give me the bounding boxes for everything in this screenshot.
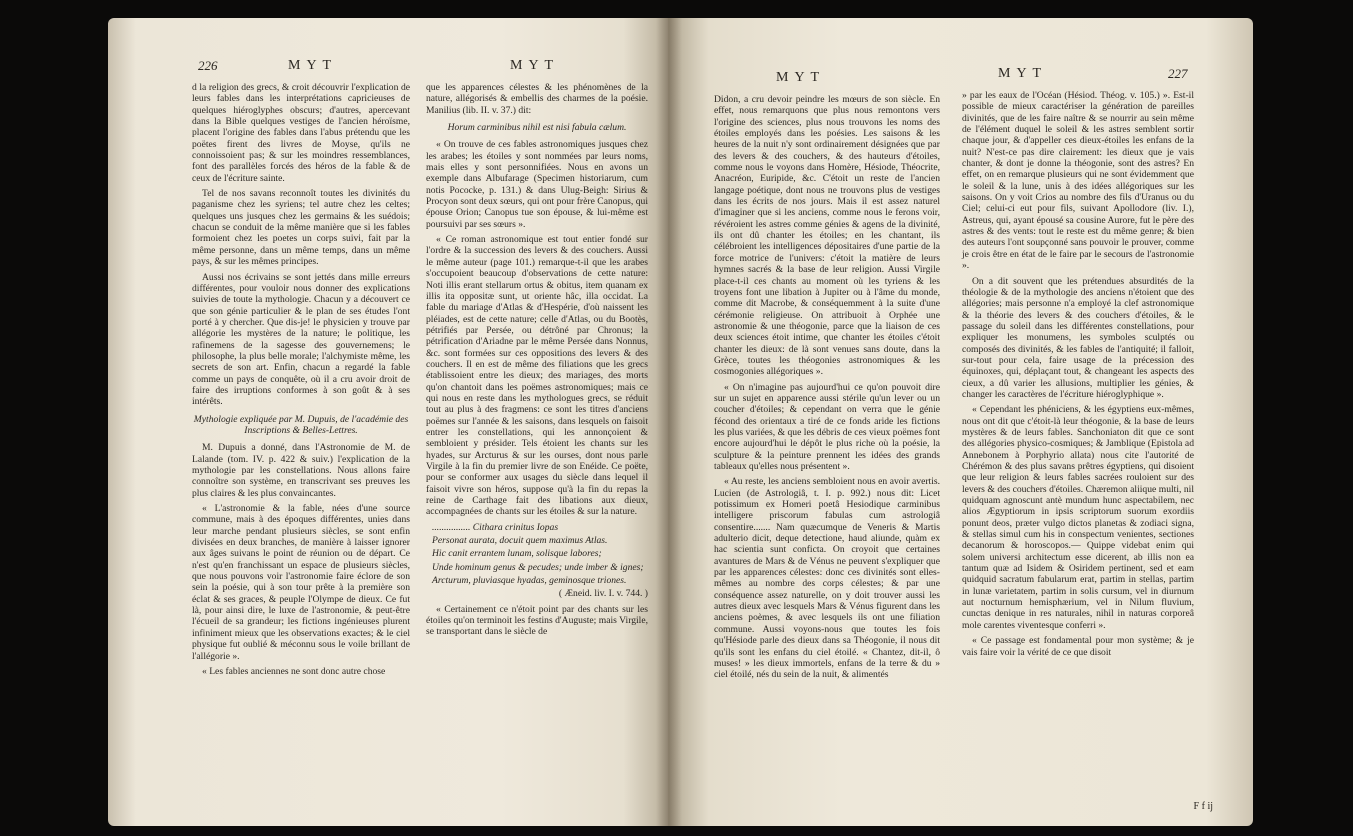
right-folio: 227 [1168, 66, 1188, 81]
section-heading: Mythologie expliquée par M. Dupuis, de l'académie des Inscriptions & Belles-Lettres. [193, 413, 409, 436]
verse-line: Arcturum, pluviasque hyadas, geminosque triones. [432, 575, 627, 587]
paragraph: On a dit souvent que les prétendues absurdités de la théologie & de la mythologie des anciens n'étoient que des allégories; mais personne n'a employé la clef astronomique & la théorie des levers & des couchers d'étoiles, & le passage du soleil dans les différentes constellations, pour expliquer les monumens, les symboles sculptés ou composés des divinités, & les fables de l'antiquité; il falloit, sur-tout pour cela, faire usage de la précession des équinoxes, qui, déplaçant tout, & changeant les aspects des cieux, a dû varier les allusions, multiplier les génies, & changer les caractères de l'écriture hiéroglyphique ». [962, 275, 1194, 400]
left-folio: 226 [198, 58, 218, 73]
paragraph: M. Dupuis a donné, dans l'Astronomie de M. de Lalande (tom. IV. p. 422 & suiv.) l'explication de la mythologie par les constellations. Nous allons faire connoître son système, en transcrivant ses preuves les plus claires & les plus convaincantes. [192, 442, 410, 499]
left-page [108, 18, 668, 826]
right-column-2 [962, 90, 1194, 662]
right-running-head-col2: MYT [998, 66, 1048, 81]
paragraph: « Certainement ce n'étoit point par des chants sur les étoiles qu'on terminoit les festins d'Auguste; mais Virgile, se transportant dans le siècle de [426, 603, 648, 638]
left-column-2 [426, 82, 648, 642]
verse-line: Personat aurata, docuit quem maximus Atlas. [432, 535, 608, 547]
latin-quote: Horum carminibus nihil est nisi fabula cælum. [447, 122, 627, 134]
paragraph: Tel de nos savans reconnoît toutes les divinités du paganisme chez les syriens; tel autre chez les celtes; quelques uns jusques chez les germains & les suédois; chacun se conduit de la même manière que si les fables formoient chez les poetes un corps suivi, fait par la même personne, dans un même temps, dans un même pays, & sur les mêmes principes. [192, 188, 410, 268]
paragraph: » par les eaux de l'Océan (Hésiod. Théog. v. 105.) ». Est-il possible de mieux caractériser la génération de pareilles divinités, que de les faire naître & se nourrir au sein même de l'élément duquel le soleil & les astres semblent sortir chaque jour, & d'appeller ces dieux-étoiles les enfans de la nuit? N'est-ce pas dire clairement: les dieux que je vais chanter, & dont je donne la théogonie, sont des astres? En effet, on en remarque plusieurs qui ne sont évidemment que le soleil & la lune, unis à des idées allégoriques sur les saisons. On y voit Crios au nombre des fils d'Uranus ou du Ciel; celui-ci eut pour fils, suivant Apollodore (liv. I.), Astreus, qui, ayant épousé sa cousine Aurore, fut le père des astres & des vents: tout le reste est du même genre; & bien des auteurs l'ont soupçonné sans pouvoir le prouver, comme je crois être en état de le faire par le secours de l'astronomie ». [962, 90, 1194, 272]
signature-mark: F f ij [1193, 801, 1213, 812]
paragraph: « Les fables anciennes ne sont donc autre chose [202, 665, 386, 677]
paragraph: Didon, a cru devoir peindre les mœurs de son siècle. En effet, nous remarquons que plus nous remontons vers l'origine des sciences, plus nous trouvons les noms des étoiles employés dans les poésies. Les saisons & les heures de la nuit n'y sont ordinairement désignées que par des levers & des couchers, & des hauteurs d'étoiles, comme nous le voyons dans Homère, Hésiode, Théocrite, Anacréon, Euripide, &c. C'étoit un reste de l'ancien langage poétique, dont nous ne trouvons plus de vestiges dans les écrits de nos jours. Mais il est assez naturel d'imaginer que si les anciens, comme nous le ferons voir, révéroient les astres comme génies & agens de la divinité, ils ont dû chanter les étoiles; en les chantant, ils célébroient les intelligences dépositaires d'une partie de la force motrice de l'univers: c'étoit la matière de leurs hymnes sacrés & la base de leur religion. Aussi Virgile place-t-il ces chants au moment où les tyriens & les troyens font une libation à Jupiter ou à l'âme du monde, comme dit Macrobe, & conséquemment à la suite d'une cérémonie religieuse. On attribuoit à Orphée une astronomie & une théogonie, parce que la liaison de ces deux sciences étoit intime, que chanter les étoiles c'étoit chanter les dieux: de là sont venues sans doute, dans la Grèce, toutes les théogonies astronomiques & les cosmogonies allégoriques ». [714, 94, 940, 378]
paragraph: « Ce passage est fondamental pour mon système; & je vais faire voir la vérité de ce que disoit [962, 635, 1194, 658]
left-running-head-col2: MYT [510, 58, 560, 73]
paragraph: « Cependant les phéniciens, & les égyptiens eux-mêmes, nous ont dit que c'étoit-là leur théogonie, & la base de leurs mystères & de leurs fables. Sanchoniaton dit que ce sont des allégories physico-cosmiques; & Jamblique (Epistola ad Annebonem à Porphyrio allata) nous cite l'autorité de Chérémon & des plus savans prêtres égyptiens, qui disoient que leur religion & leurs fables sacrées rouloient sur des levers & des couchers d'étoiles. Chæremon aliique multi, nil quidquam agnoscunt antè mundum hunc aspectabilem, nec alios Ægyptiorum in ipsis scriptorum suorum exordiis ponunt deos, præter vulgo dictos planetas & zodiaci signa, & stellas simul cum his in conspectum venientes, sectiones decanorum & horoscopos.— Quippe videbat enim qui solem universi architectum esse dicerent, ab illis non ea tantum quæ ad Isidem & Osiridem pertinent, sed et eam quidquid sacratum fabularum erat, partim in stellas, partim in lunæ varietatem, partim in solis cursum, vel in diurnum aut nocturnum hemisphærium, vel in Nilum fluvium, cunctas denique in res naturales, nihil in naturas corporeâ mole carentes viventesque conferri ». [962, 404, 1194, 631]
left-running-head: MYT [288, 58, 338, 73]
left-column-1 [192, 82, 410, 681]
paragraph: « On n'imagine pas aujourd'hui ce qu'on pouvoit dire sur un sujet en apparence aussi stérile qu'un lever ou un coucher d'étoiles; & cependant on verra que le génie fécond des orientaux a tiré de ce fonds aride les fictions les plus variées, & que les débris de ces vieux poëmes font encore aujourd'hui le dépôt le plus riche où la poésie, la sculpture & la peinture prennent les idées des grands tableaux qu'elles nous présentent ». [714, 381, 940, 472]
paragraph: « On trouve de ces fables astronomiques jusques chez les arabes; les étoiles y sont nommées par leurs noms, mais elles y sont personnifiées. Nous en avons un exemple dans Albufarage (Specimen historiarum, cum notis Pococke, p. 131.) & dans Ulug-Beigh: Sirius & Procyon sont deux sœurs, qui ont pour frère Canopus, qui épouse Orion; Canopus tue son épouse, & lui-même est poursuivi par ses sœurs ». [426, 139, 648, 230]
right-running-head: MYT [776, 70, 826, 85]
paragraph: Aussi nos écrivains se sont jettés dans mille erreurs différentes, pour vouloir nous donner des explications suivies de toute la mythologie. Chacun y a découvert ce que son génie particulier & le plan de ses études l'ont porté à y chercher. Que dis-je! le physicien y trouve par allégorie les mystères de la nature; le politique, les rafinemens de la sagesse des gouvernemens; le philosophe, la plus belle morale; l'alchymiste même, les secrets de son art. Enfin, chacun a regardé la fable comme un pays de conquête, où il a cru avoir droit de faire des irruptions conformes à son goût & à ses intérêts. [192, 271, 410, 408]
paragraph: d la religion des grecs, & croit découvrir l'explication de leurs fables dans les interprétations capricieuses de quelques hiéroglyphes obscurs; d'autres, apercevant dans la Bible quelques vestiges de l'ancien héroïsme, placent l'origine des fables dans l'abus prétendu que les poëtes firent des livres de Moyse, qu'ils ne connoissoient pas; & sur les moindres ressemblances, font des parallèles forcés des héros de la fable & de ceux de l'écriture sainte. [192, 82, 410, 184]
verse-line: Unde hominum genus & pecudes; unde imber & ignes; [432, 561, 644, 573]
paragraph: « Au reste, les anciens sembloient nous en avoir avertis. Lucien (de Astrologiâ, t. I. p. 992.) nous dit: Licet potissimum ex Homeri poetâ Hesiodique carminibus intelligere priscorum fabulas cum astrologiâ consentire....... Nam quæcumque de Veneris & Martis adulterio dicit, deque detectione, haud aliunde, quàm ex hac scientia sunt conficta. On croyoit que certaines avantures de Mars & de Vénus ne peuvent s'expliquer que par les apparences célestes: donc ces divinités sont elles-mêmes au nombre des corps célestes; & par une conséquence assez naturelle, on y doit trouver aussi les autres dieux avec lesquels Mars & Vénus figurent dans les anciens poèmes, & avec lesquels ils ont une filiation commune. Aussi voyons-nous que toutes les fois qu'Hésiode parle des dieux dans sa Théogonie, il nous dit qu'ils sont les enfans du ciel étoilé. « Chantez, dit-il, ô muses! » les dieux immortels, enfans de la terre & du » ciel étoilé, nés du sein de la nuit, & alimentés [714, 476, 940, 681]
right-column-1 [714, 94, 940, 685]
paragraph: « Ce roman astronomique est tout entier fondé sur l'ordre & la succession des levers & des couchers. Aussi le même auteur (page 101.) remarque-t-il que les arabes s'occupoient beaucoup d'observations de cette nature: Noti illis erant stellarum ortus & obitus, item quanam ex illis ita oppositæ sunt, ut oriente hâc, illa occidat. La fable du mariage d'Atlas & d'Hespérie, d'où naissent les pléiades, est de cette nature; celle d'Atlas, ou du Bootès, pétrifiés par Persée, ou détrôné par Chronus; la pétrification d'Ariadne par le même Persée dans Nonnus, &c. sont formées sur ces oppositions des levers & des couchers. Il en est de même des filiations que les grecs établissoient entre les dieux; des mariages, des morts qu'on chantoit dans les poëmes astronomiques; mais ce qui nous en reste dans les mythologues grecs, se réduit tout au plus à des fragmens: ce sont les titres d'anciens poëmes sur l'année & les saisons, dans lesquels on faisoit entrer les constellations, qui les annonçoient & sembloient y présider. Tels étoient les chants sur les hyades, sur Arcturus & sur les ourses, dont nous parle Virgile à la fin du premier livre de son Enéide. Ce poëte, pour se conformer aux usages du siècle dans lequel il faisoit vivre son héros, suppose qu'à la fin du repas la reine de Carthage fait des libations aux dieux, accompagnées de chants sur les étoiles & sur la nature. [426, 234, 648, 518]
verse-line: ................ Cithara crinitus Iopas [432, 521, 559, 533]
paragraph: que les apparences célestes & les phénomènes de la nature, allégorisés & embellis des charmes de la poésie. Manilius (lib. II. v. 37.) dit: [426, 82, 648, 116]
verse-citation: ( Æneid. liv. I. v. 744. ) [558, 588, 648, 600]
open-book [108, 18, 1253, 826]
verse-line: Hic canit errantem lunam, solisque labores; [432, 548, 602, 560]
paragraph: « L'astronomie & la fable, nées d'une source commune, mais à des époques différentes, unies dans leur marche pendant plusieurs siècles, se sont enfin divisées en deux branches, de manière à laisser ignorer aux âges suivans le point de réunion ou de départ. Ce n'est qu'en franchissant un espace de plusieurs siècles, que nous pouvons voir l'astronomie faire éclore de son sein la poésie, qui à son tour prête à la première son éclat & ses graces, & peuple l'Olympe de dieux. Ce fut là, pour ainsi dire, le luxe de l'astronomie, & peut-être l'écueil de sa grandeur; les fictions ingénieuses plurent infiniment mieux que les observations exactes; & le ciel physique fut oublié & méconnu sous le voile brillant de l'allégorie ». [192, 503, 410, 662]
right-page [668, 18, 1253, 826]
